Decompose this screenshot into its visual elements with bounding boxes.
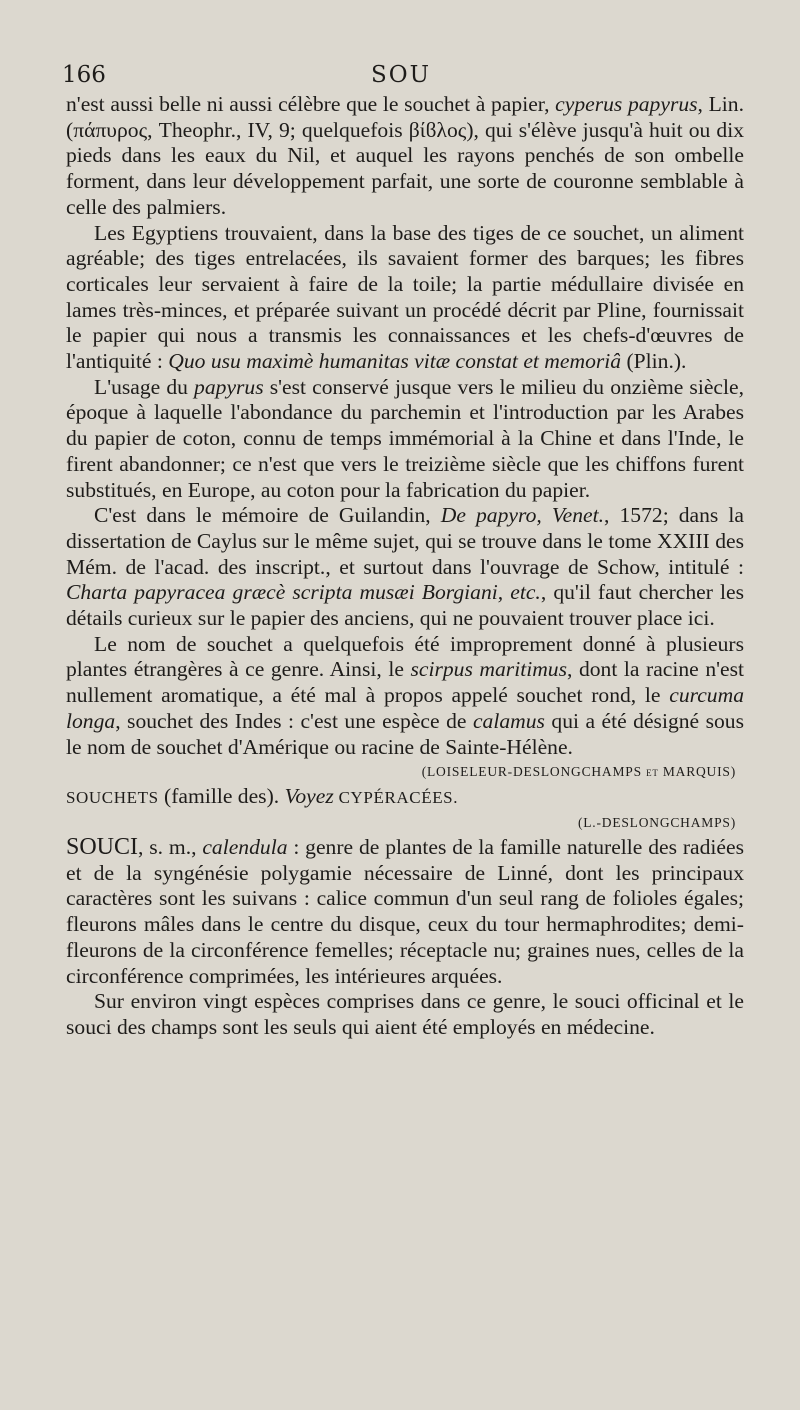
cross-ref-target: CYPÉRACÉES. xyxy=(333,788,459,808)
entry-headword: SOUCI xyxy=(66,833,139,860)
page-number: 166 xyxy=(62,62,106,88)
text-run: , souchet des Indes : c'est une espèce de xyxy=(115,708,473,733)
text-run: s'est conservé jusque vers le milieu du onzième siècle, époque à laquelle l'abondance du parchemin et l'introduction par les Arabes du papier de coton, connu de temps immémorial à la Chine et dans l'Inde, le firent abandonner; ce n'est que vers le treizième siècle que les chiffons furent substitués, en Europe, au coton pour la fabrication du papier. xyxy=(66,374,744,502)
text-run: , dont la racine n'est nullement aromatique, a été mal à propos appelé souchet rond, le xyxy=(66,657,744,708)
entry-text: (famille des). xyxy=(158,784,285,809)
italic-text: De papyro, Venet. xyxy=(440,503,605,528)
author-signature: (LOISELEUR-DESLONGCHAMPS et MARQUIS) xyxy=(421,764,736,780)
text-run: (Plin.). xyxy=(621,349,687,374)
text-run: n'est aussi belle ni aussi célèbre que le souchet à papier, xyxy=(66,92,556,116)
paragraph xyxy=(66,92,744,221)
text-run: , qu'il faut chercher les détails curieux sur le papier des anciens, qui ne pouvaient trouver place ici. xyxy=(66,580,744,631)
text-run: qui a été désigné sous le nom de souchet d'Amérique ou racine de Sainte-Hélène. xyxy=(66,708,745,759)
italic-text: calamus xyxy=(472,708,545,733)
italic-text: cyperus papyrus xyxy=(555,92,698,116)
italic-text: Charta papyracea græcè scripta musæi Borgiani, etc. xyxy=(66,580,541,605)
entry-latin-name: calendula xyxy=(202,834,288,859)
entry-souchets xyxy=(66,784,744,811)
entry-souci xyxy=(66,835,744,989)
paragraph xyxy=(66,632,744,761)
paragraph: Sur environ vingt espèces comprises dans ce genre, le souci officinal et le souci des champs sont les seuls qui aient été employés en médecine. xyxy=(66,989,744,1039)
running-title: SOU xyxy=(371,62,431,88)
text-run: Le nom de souchet a quelquefois été improprement donné à plusieurs plantes étrangères à ce genre. Ainsi, le xyxy=(66,631,744,682)
italic-text: Quo usu maximè humanitas vitæ constat et memoriâ xyxy=(168,349,622,374)
text-run: C'est dans le mémoire de Guilandin, xyxy=(94,503,441,528)
entry-grammar: , s. m., xyxy=(138,834,203,859)
paragraph-list xyxy=(66,92,744,760)
entry-text: : genre de plantes de la famille naturelle des radiées et de la syngénésie polygamie nécessaire de Linné, dont les principaux caractères sont les suivans : calice commun d'un seul rang de folioles égales; fleurons mâles dans le centre du disque, ceux du tour hermaphrodites; demi-fleurons de la circonférence femelles; réceptacle nu; graines nues, celles de la circonférence comprimées, les intérieures arquées. xyxy=(66,834,744,988)
page-header xyxy=(62,62,740,92)
paragraph xyxy=(66,221,744,375)
italic-text: curcuma longa xyxy=(66,683,744,733)
text-run: , 1572; dans la dissertation de Caylus sur le même sujet, qui se trouve dans le tome XXIII des Mém. de l'acad. des inscript., et surtout dans l'ouvrage de Schow, intitulé : xyxy=(66,503,744,579)
cross-ref-label: Voyez xyxy=(284,784,334,809)
italic-text: scirpus maritimus xyxy=(410,657,567,682)
text-run: Les Egyptiens trouvaient, dans la base des tiges de ce souchet, un aliment agréable; des tiges entrelacées, ils savaient former des barques; les fibres corticales leur servaient à faire de la toile; la partie médullaire divisée en lames très-minces, et préparée suivant un procédé décrit par Pline, fournissait le papier qui nous a transmis les connaissances et les chefs-d'œuvres de l'antiquité : xyxy=(66,220,744,374)
paragraph xyxy=(66,375,744,504)
entry-headword: SOUCHETS xyxy=(66,788,159,808)
text-run: L'usage du xyxy=(94,374,195,399)
text-run: , Lin. (πάπυρος, Theophr., IV, 9; quelquefois βίϐλος), qui s'élève jusqu'à huit ou dix pieds dans les eaux du Nil, et auquel les rayons penchés de son ombelle forment, dans leur développement parfait, une sorte de couronne semblable à celle des palmiers. xyxy=(66,92,744,219)
italic-text: papyrus xyxy=(194,374,264,399)
body-text xyxy=(66,92,744,1041)
author-signature: (L.-DESLONGCHAMPS) xyxy=(577,814,736,830)
paragraph xyxy=(66,503,744,632)
